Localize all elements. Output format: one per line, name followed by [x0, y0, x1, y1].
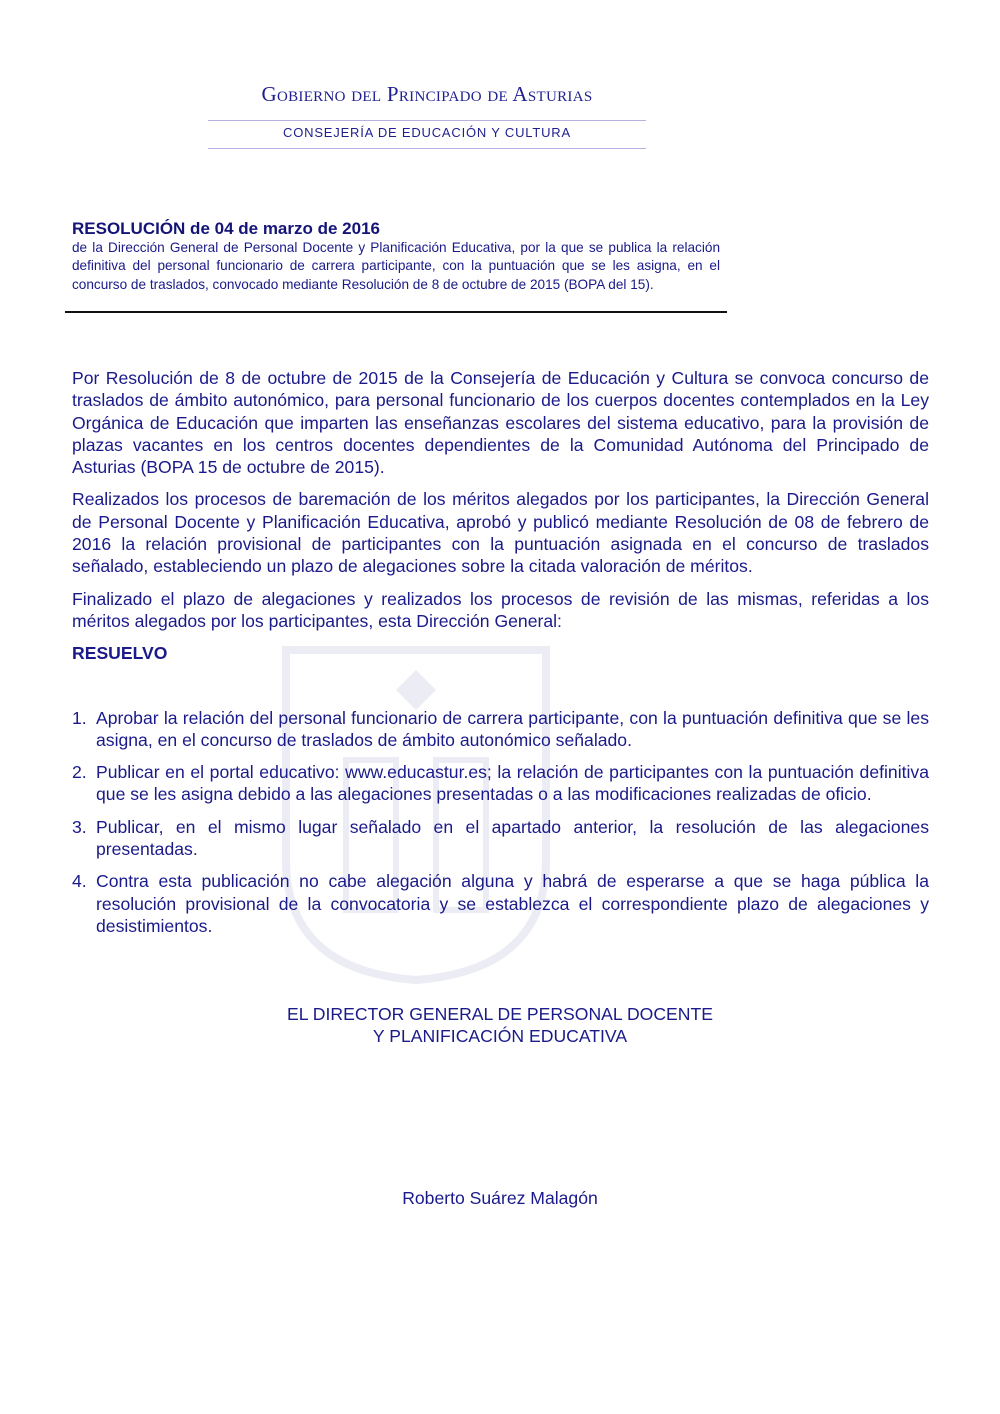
list-item — [72, 816, 929, 861]
body-paragraph: Realizados los procesos de baremación de los méritos alegados por los participantes, la Dirección General de Personal Docente y Planificación Educativa, aprobó y publicó mediante Resolución de 08 de febrero de 2016 la relación provisional de participantes con la puntuación asignada en el concurso de traslados señalado, estableciendo un plazo de alegaciones sobre la citada valoración de méritos. — [72, 489, 929, 577]
header-divider-top — [208, 120, 646, 121]
body-paragraph: Finalizado el plazo de alegaciones y realizados los procesos de revisión de las mismas, referidas a los méritos alegados por los participantes, esta Dirección General: — [72, 588, 929, 631]
resolution-heading — [72, 219, 720, 294]
item-text: Aprobar la relación del personal funcionario de carrera participante, con la puntuación definitiva que se les asigna, en el concurso de traslados de ámbito autonómico señalado. — [96, 707, 929, 750]
body-paragraph: Por Resolución de 8 de octubre de 2015 de la Consejería de Educación y Cultura se convoca concurso de traslados de ámbito autonómico, para personal funcionario de los cuerpos docentes contemplados en la Ley Orgánica de Educación que imparten las enseñanzas escolares del sistema educativo, para la provisión de plazas vacantes en los centros docentes dependientes de la Comunidad Autónoma del Principado de Asturias (BOPA 15 de octubre de 2015). — [72, 368, 929, 478]
item-number: 3. — [72, 816, 87, 837]
header-divider-bottom — [208, 148, 646, 149]
item-text: Publicar en el portal educativo: www.educastur.es; la relación de participantes con la puntuación definitiva que se les asigna debido a las alegaciones presentadas o a las modificaciones realizadas de oficio. — [96, 762, 929, 805]
document-body — [72, 367, 929, 947]
item-text: Publicar, en el mismo lugar señalado en el apartado anterior, la resolución de las alegaciones presentadas. — [96, 816, 929, 860]
list-item — [72, 707, 929, 752]
resolution-items — [72, 707, 929, 938]
signatory-title-line2: Y PLANIFICACIÓN EDUCATIVA — [372, 1026, 628, 1047]
resuelvo-heading: RESUELVO — [72, 643, 168, 664]
resolution-description: de la Dirección General de Personal Docente y Planificación Educativa, por la que se publica la relación definitiva del personal funcionario de carrera participante, con la puntuación que se les asigna, en el concurso de traslados, convocado mediante Resolución de 8 de octubre de 2015 (BOPA del 15). — [72, 240, 720, 292]
list-item — [72, 870, 929, 937]
item-text: Contra esta publicación no cabe alegación alguna y habrá de esperarse a que se haga pública la resolución provisional de la convocatoria y se establezca el correspondiente plazo de alegaciones y desistimientos. — [96, 871, 929, 936]
item-number: 4. — [72, 871, 87, 892]
resolution-title: RESOLUCIÓN de 04 de marzo de 2016 — [72, 219, 380, 238]
signatory-title-line1: EL DIRECTOR GENERAL DE PERSONAL DOCENTE — [287, 1004, 713, 1024]
signatory-name: Roberto Suárez Malagón — [402, 1188, 598, 1208]
list-item — [72, 761, 929, 806]
department-subtitle: CONSEJERÍA DE EDUCACIÓN Y CULTURA — [283, 125, 571, 140]
item-number: 2. — [72, 762, 87, 783]
item-number: 1. — [72, 707, 87, 728]
government-title: Gobierno del Principado de Asturias — [261, 82, 593, 106]
heading-rule — [65, 311, 727, 313]
signature-block — [0, 1003, 1000, 1048]
